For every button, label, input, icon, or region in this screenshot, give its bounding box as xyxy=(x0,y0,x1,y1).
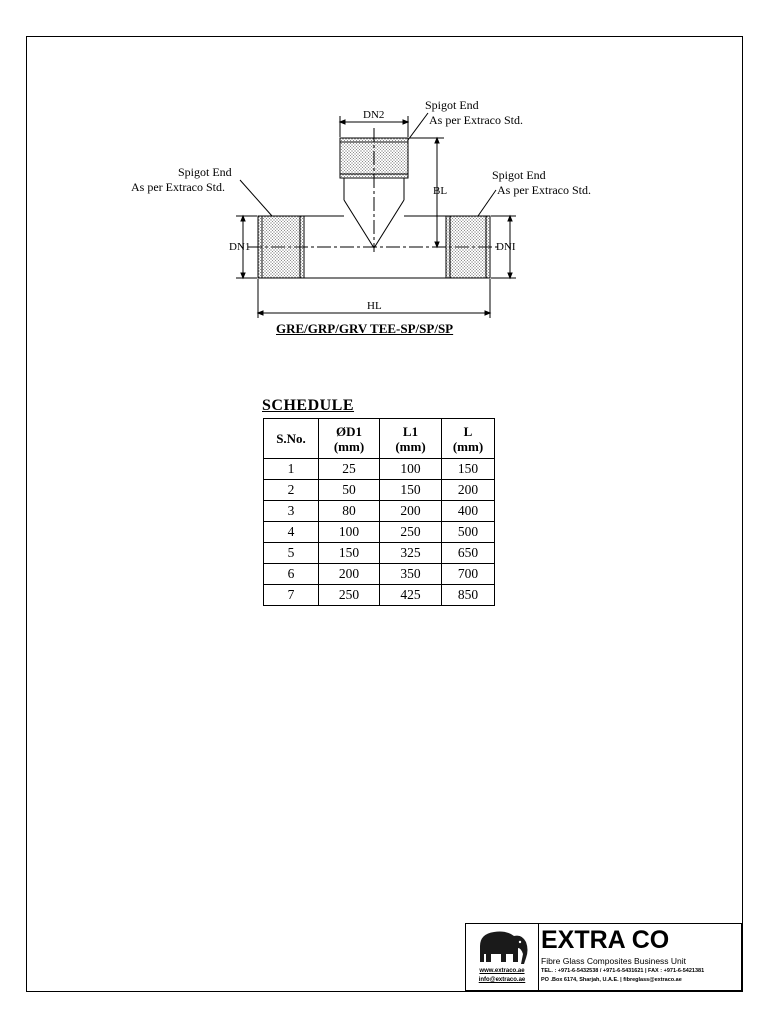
cell-l1: 250 xyxy=(380,522,442,543)
cell-l: 150 xyxy=(442,459,495,480)
contact-address: PO .Box 6174, Sharjah, U.A.E. | fibreglass@extraco.ae xyxy=(541,977,682,983)
cell-l: 650 xyxy=(442,543,495,564)
cell-l1: 425 xyxy=(380,585,442,606)
cell-l: 700 xyxy=(442,564,495,585)
cell-l: 850 xyxy=(442,585,495,606)
cell-od1: 100 xyxy=(319,522,380,543)
cell-sno: 6 xyxy=(264,564,319,585)
table-row xyxy=(264,501,495,522)
business-unit: Fibre Glass Composites Business Unit xyxy=(541,956,687,966)
drawing-title: GRE/GRP/GRV TEE-SP/SP/SP xyxy=(276,321,454,336)
cell-l: 400 xyxy=(442,501,495,522)
table-row xyxy=(264,459,495,480)
schedule-table xyxy=(263,418,495,606)
cell-l1: 100 xyxy=(380,459,442,480)
schedule-title: SCHEDULE xyxy=(262,397,355,414)
header-od1: ØD1 (mm) xyxy=(319,419,380,459)
spigot-right-label-1: Spigot End xyxy=(492,168,546,182)
company-logo xyxy=(466,924,539,990)
dn1-left-label: DN1 xyxy=(229,241,251,253)
cell-sno: 5 xyxy=(264,543,319,564)
table-row xyxy=(264,564,495,585)
header-sno: S.No. xyxy=(264,419,319,459)
cell-od1: 80 xyxy=(319,501,380,522)
table-row xyxy=(264,480,495,501)
title-block xyxy=(465,923,742,991)
cell-l: 500 xyxy=(442,522,495,543)
cell-l: 200 xyxy=(442,480,495,501)
spigot-left-label-2: As per Extraco Std. xyxy=(131,180,225,194)
cell-sno: 7 xyxy=(264,585,319,606)
table-row xyxy=(264,585,495,606)
contact-phone: TEL. : +971-6-5432538 / +971-6-5431621 | FAX : +971-6-5421381 xyxy=(541,968,705,974)
cell-l1: 150 xyxy=(380,480,442,501)
spigot-top-label-2: As per Extraco Std. xyxy=(429,113,523,127)
cell-od1: 200 xyxy=(319,564,380,585)
website-link[interactable]: www.extraco.ae xyxy=(479,968,525,974)
dn1-right-label: DNI xyxy=(496,241,516,253)
elephant-icon xyxy=(466,924,538,968)
cell-l1: 200 xyxy=(380,501,442,522)
email-link[interactable]: info@extraco.ae xyxy=(478,977,526,983)
cell-od1: 25 xyxy=(319,459,380,480)
spigot-right-label-2: As per Extraco Std. xyxy=(497,183,591,197)
cell-sno: 2 xyxy=(264,480,319,501)
table-row xyxy=(264,522,495,543)
cell-od1: 250 xyxy=(319,585,380,606)
company-name: EXTRA CO xyxy=(541,926,670,954)
spigot-top-label-1: Spigot End xyxy=(425,98,479,112)
hl-label: HL xyxy=(367,300,382,312)
header-l1: L1 (mm) xyxy=(380,419,442,459)
dn2-label: DN2 xyxy=(363,109,385,121)
bl-label: BL xyxy=(433,185,448,197)
table-row xyxy=(264,543,495,564)
table-header-row xyxy=(264,419,495,459)
cell-l1: 350 xyxy=(380,564,442,585)
spigot-left-label-1: Spigot End xyxy=(178,165,232,179)
cell-sno: 4 xyxy=(264,522,319,543)
cell-od1: 50 xyxy=(319,480,380,501)
cell-l1: 325 xyxy=(380,543,442,564)
cell-sno: 3 xyxy=(264,501,319,522)
cell-sno: 1 xyxy=(264,459,319,480)
header-l: L (mm) xyxy=(442,419,495,459)
cell-od1: 150 xyxy=(319,543,380,564)
